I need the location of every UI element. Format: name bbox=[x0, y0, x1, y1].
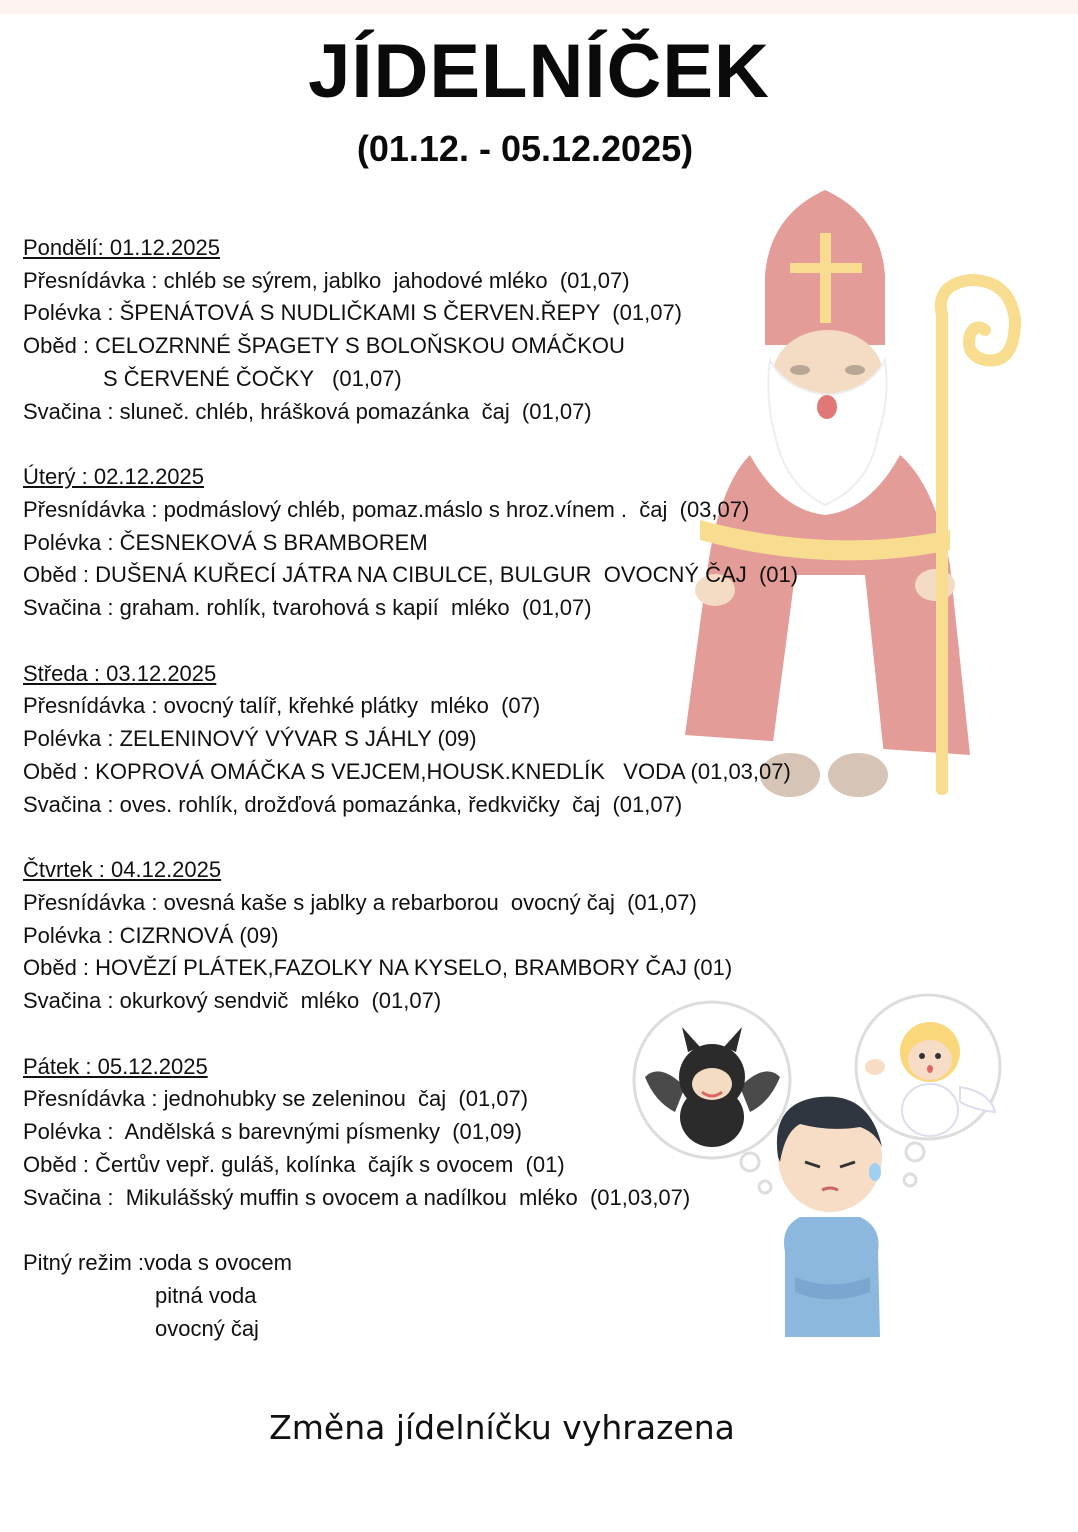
day-heading: Pátek : 05.12.2025 bbox=[23, 1053, 208, 1079]
day-friday bbox=[23, 1051, 883, 1215]
day-heading: Úterý : 02.12.2025 bbox=[23, 464, 205, 490]
menu-snack-morning: Přesnídávka : ovesná kaše s jablky a rebarborou ovocný čaj (01,07) bbox=[23, 889, 697, 915]
footer-note: Změna jídelníčku vyhrazena bbox=[269, 1408, 735, 1447]
menu-soup: Polévka : ŠPENÁTOVÁ S NUDLIČKAMI S ČERVEN.ŘEPY (01,07) bbox=[23, 300, 683, 326]
menu-lunch: Oběd : CELOZRNNÉ ŠPAGETY S BOLOŇSKOU OMÁČKOU bbox=[23, 333, 625, 359]
menu-soup: Polévka : ZELENINOVÝ VÝVAR S JÁHLY (09) bbox=[23, 726, 477, 752]
menu-snack-morning: Přesnídávka : chléb se sýrem, jablko jahodové mléko (01,07) bbox=[23, 267, 630, 293]
date-range: (01.12. - 05.12.2025) bbox=[356, 128, 694, 169]
day-heading: Čtvrtek : 04.12.2025 bbox=[23, 857, 222, 883]
menu-lunch: Oběd : DUŠENÁ KUŘECÍ JÁTRA NA CIBULCE, BULGUR OVOCNÝ ČAJ (01) bbox=[23, 562, 799, 588]
menu-snack-afternoon: Svačina : Mikulášský muffin s ovocem a nadílkou mléko (01,03,07) bbox=[23, 1184, 691, 1210]
menu-snack-morning: Přesnídávka : ovocný talíř, křehké plátky mléko (07) bbox=[23, 693, 541, 719]
day-monday bbox=[23, 232, 883, 428]
menu-snack-morning: Přesnídávka : jednohubky se zeleninou čaj (01,07) bbox=[23, 1086, 529, 1112]
drink-item: ovocný čaj bbox=[155, 1315, 259, 1341]
weekly-menu bbox=[23, 232, 883, 1345]
drink-item: pitná voda bbox=[155, 1282, 257, 1308]
menu-snack-afternoon: Svačina : okurkový sendvič mléko (01,07) bbox=[23, 988, 442, 1014]
top-band bbox=[0, 0, 1078, 14]
drinking-regime-label: Pitný režim : bbox=[23, 1250, 145, 1276]
day-heading: Středa : 03.12.2025 bbox=[23, 660, 217, 686]
day-heading: Pondělí: 01.12.2025 bbox=[23, 235, 220, 260]
drinking-regime bbox=[23, 1247, 883, 1345]
menu-snack-afternoon: Svačina : graham. rohlík, tvarohová s kapií mléko (01,07) bbox=[23, 595, 592, 621]
menu-snack-afternoon: Svačina : oves. rohlík, drožďová pomazánka, ředkvičky čaj (01,07) bbox=[23, 791, 683, 817]
day-wednesday bbox=[23, 658, 883, 822]
menu-lunch-continued: S ČERVENÉ ČOČKY (01,07) bbox=[103, 365, 402, 391]
drink-item: voda s ovocem bbox=[144, 1250, 292, 1276]
menu-snack-morning: Přesnídávka : podmáslový chléb, pomaz.máslo s hroz.vínem . čaj (03,07) bbox=[23, 496, 750, 522]
menu-lunch: Oběd : Čertův vepř. guláš, kolínka čajík s ovocem (01) bbox=[23, 1151, 565, 1177]
page-title: JÍDELNÍČEK bbox=[308, 29, 770, 114]
menu-snack-afternoon: Svačina : sluneč. chléb, hrášková pomazánka čaj (01,07) bbox=[23, 398, 592, 424]
day-tuesday bbox=[23, 461, 883, 625]
drinking-regime-first bbox=[23, 1247, 883, 1280]
day-thursday bbox=[23, 854, 883, 1018]
menu-lunch: Oběd : KOPROVÁ OMÁČKA S VEJCEM,HOUSK.KNEDLÍK VODA (01,03,07) bbox=[23, 758, 791, 784]
menu-soup: Polévka : CIZRNOVÁ (09) bbox=[23, 922, 279, 948]
menu-lunch: Oběd : HOVĚZÍ PLÁTEK,FAZOLKY NA KYSELO, BRAMBORY ČAJ (01) bbox=[23, 955, 733, 981]
menu-soup: Polévka : Andělská s barevnými písmenky (01,09) bbox=[23, 1119, 522, 1145]
menu-soup: Polévka : ČESNEKOVÁ S BRAMBOREM bbox=[23, 529, 428, 555]
